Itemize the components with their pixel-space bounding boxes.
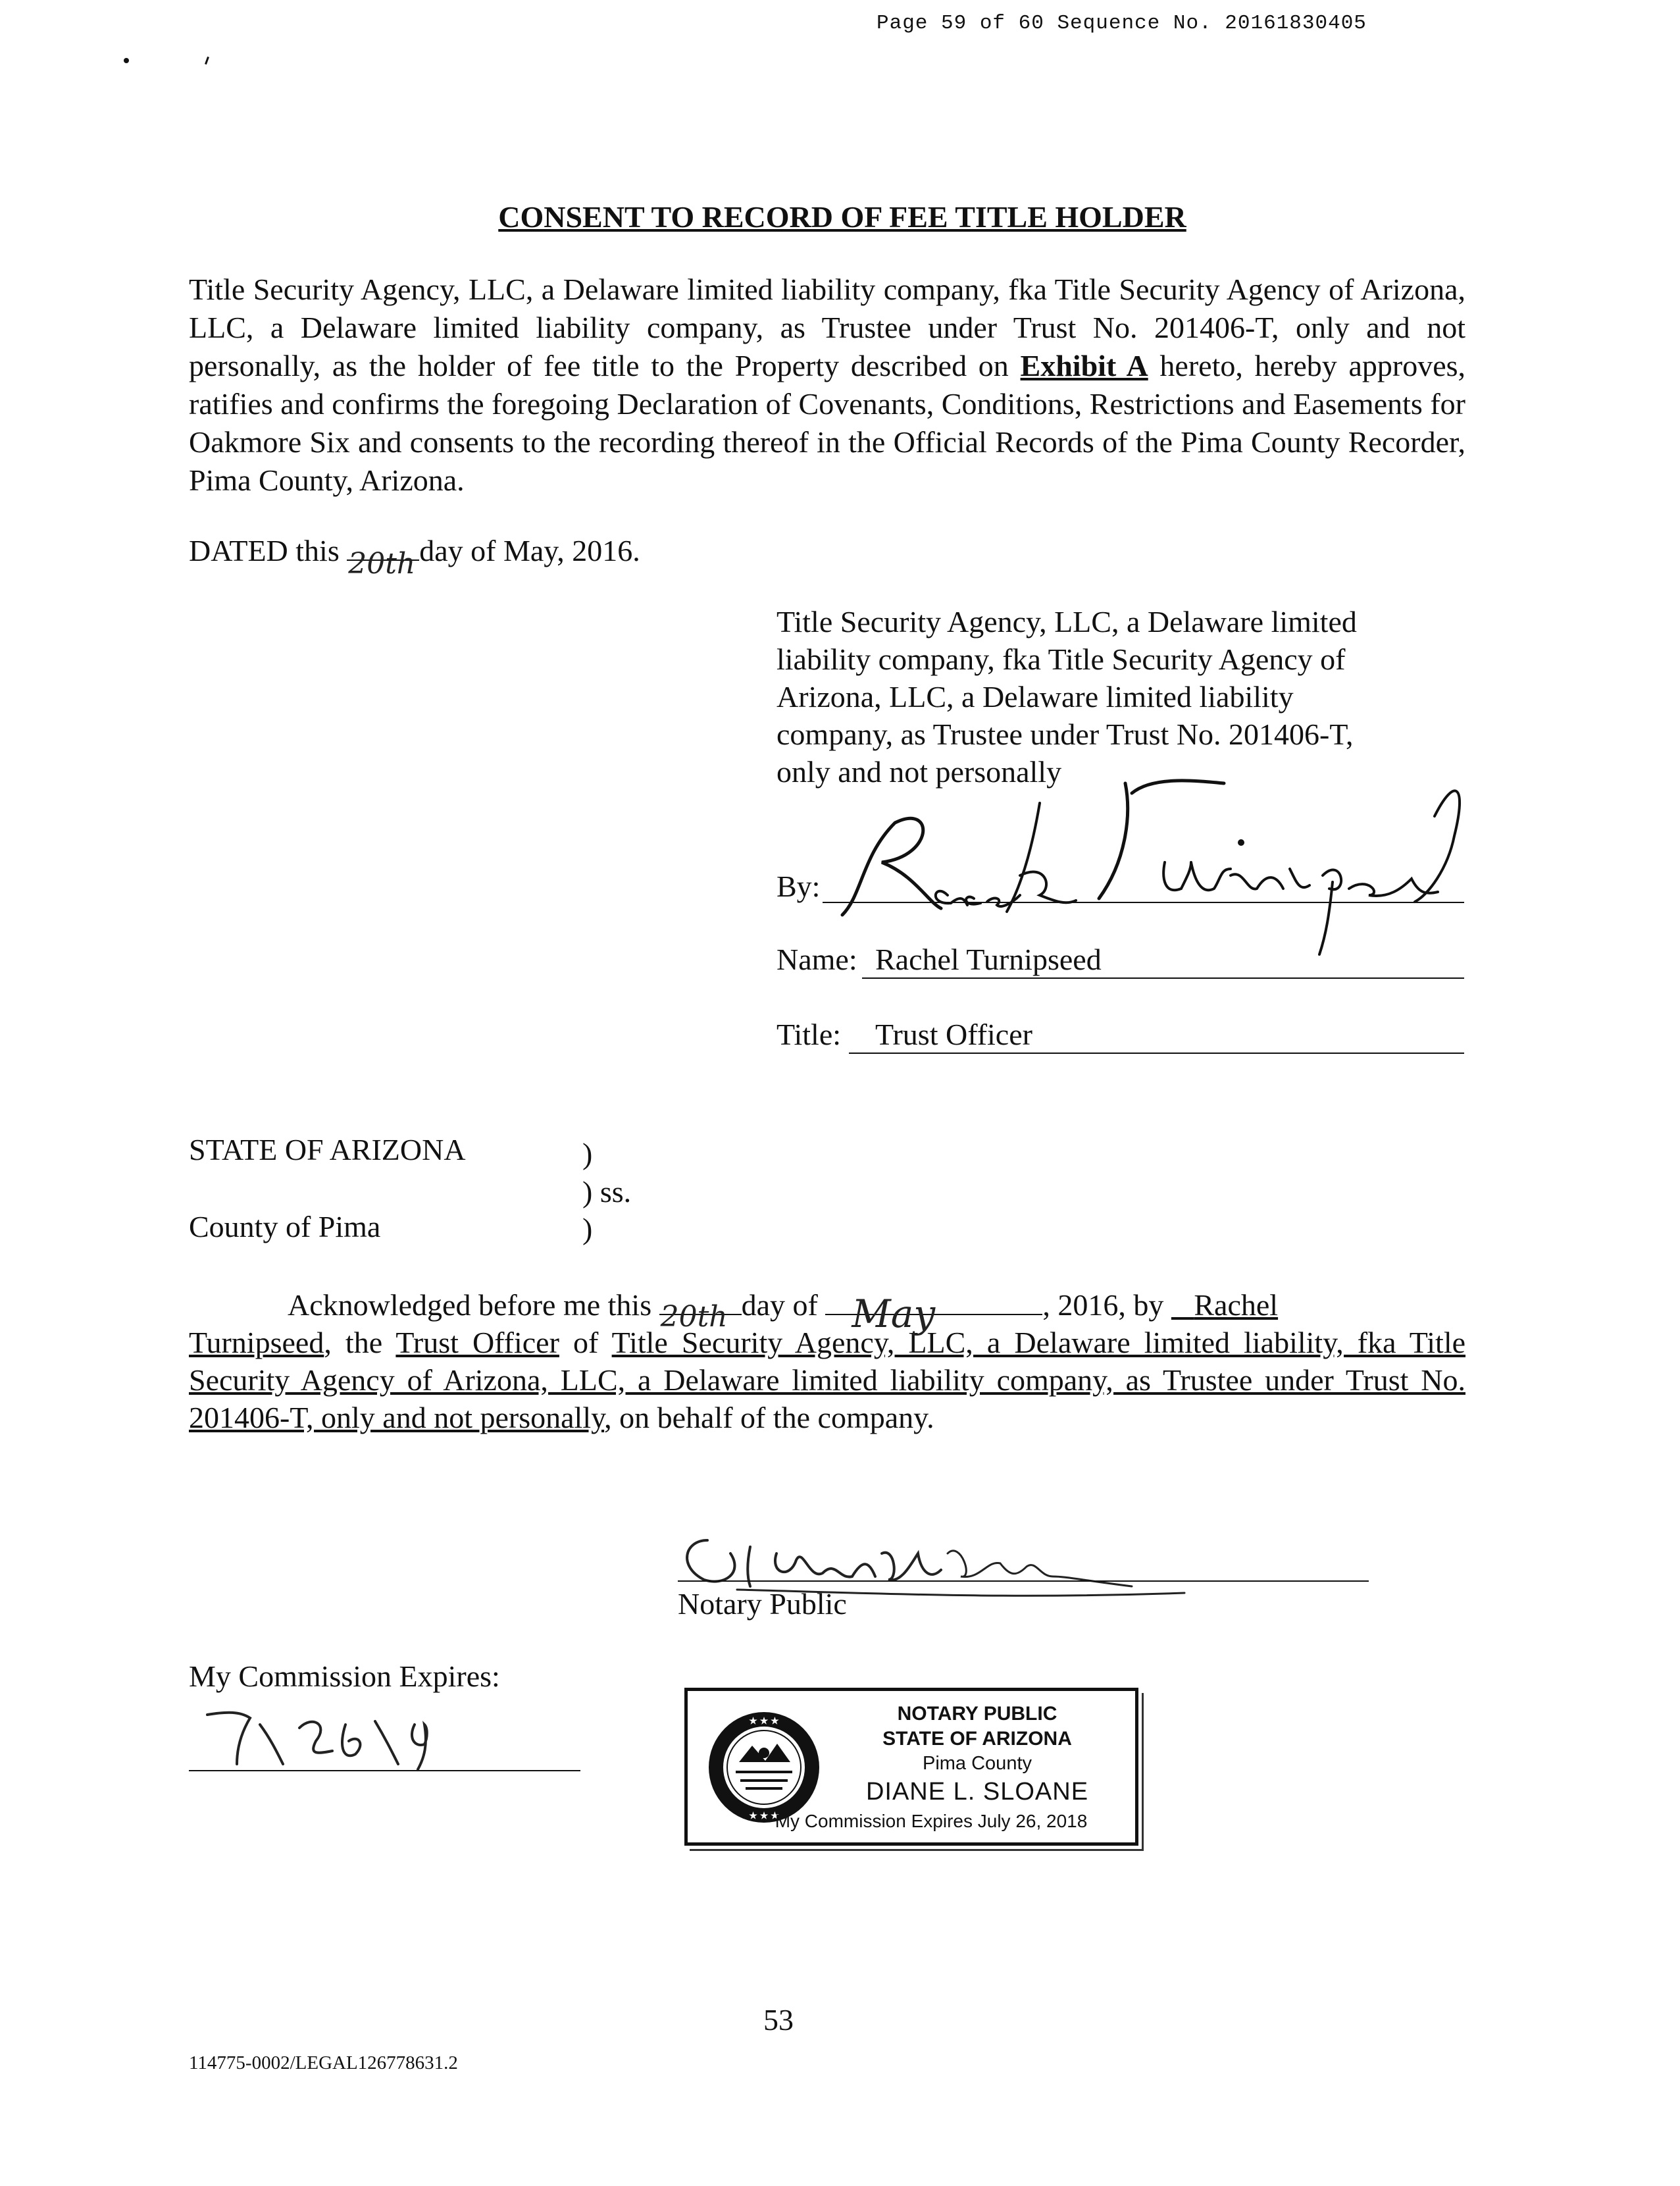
ack-name-first	[1171, 1288, 1278, 1322]
ack-of: of	[573, 1326, 599, 1359]
intro-paragraph	[189, 271, 1465, 500]
signatory-entity	[776, 603, 1487, 791]
notary-public-label: Notary Public	[678, 1587, 847, 1621]
stamp-line-4: DIANE L. SLOANE	[865, 1778, 1089, 1806]
ack-month-handwritten: May	[852, 1291, 936, 1336]
ack-the: , the	[324, 1326, 383, 1359]
ack-company: Title Security Agency, LLC, a Delaware limited liability, fka Title Security Agency of Arizona, LLC, a Delaware limited liability company, as Trustee under Trust No. 201406-T, only and not personally	[189, 1326, 1466, 1434]
dated-day-handwritten: 20th	[348, 547, 416, 581]
entity-line: company, as Trustee under Trust No. 201406-T,	[776, 717, 1354, 751]
stamp-line-1: NOTARY PUBLIC	[897, 1703, 1057, 1725]
entity-line: Arizona, LLC, a Delaware limited liability	[776, 680, 1294, 714]
ack-officer: Trust Officer	[395, 1326, 559, 1359]
venue-paren: )	[582, 1137, 593, 1170]
state-seal-icon	[706, 1709, 822, 1825]
name-value: Rachel Turnipseed	[875, 943, 1102, 976]
document-title: CONSENT TO RECORD OF FEE TITLE HOLDER	[498, 200, 1186, 234]
commission-date-handwritten	[201, 1698, 438, 1771]
stamp-line-2: STATE OF ARIZONA	[882, 1728, 1072, 1750]
venue-state: STATE OF ARIZONA	[189, 1133, 466, 1166]
entity-line: Title Security Agency, LLC, a Delaware limited	[776, 605, 1357, 638]
ack-name-last: Turnipseed	[189, 1326, 324, 1359]
ack-day-of: day of	[741, 1288, 818, 1322]
ack-prefix: Acknowledged before me this	[288, 1288, 652, 1322]
name-label: Name:	[776, 943, 857, 976]
ack-day-handwritten: 20th	[660, 1300, 728, 1334]
scan-mark	[205, 57, 209, 65]
stamp-line-3: Pima County	[922, 1753, 1032, 1774]
venue-ss: ) ss.	[582, 1175, 632, 1209]
dated-line	[189, 532, 640, 581]
document-id: 114775-0002/LEGAL126778631.2	[189, 2052, 458, 2073]
intro-text-part2: hereto, hereby approves, ratifies and confirms the foregoing Declaration of Covenants, Conditions, Restrictions and Easements for Oakmore Six and consents to the recording thereof in the Official Records of the Pima County Recorder, Pima County, Arizona.	[189, 349, 1466, 497]
stamp-line-5: My Commission Expires July 26, 2018	[775, 1811, 1088, 1831]
svg-text:★ ★ ★: ★ ★ ★	[749, 1715, 779, 1726]
venue-paren: )	[582, 1212, 593, 1245]
ack-year-by: , 2016, by	[1042, 1288, 1164, 1322]
title-value: Trust Officer	[875, 1018, 1032, 1051]
ack-line-1	[189, 1286, 1465, 1336]
ack-body	[189, 1324, 1465, 1436]
page-number: 53	[763, 2003, 794, 2037]
notary-signature-line	[678, 1580, 1369, 1582]
ack-day-blank	[659, 1300, 742, 1334]
venue-county: County of Pima	[189, 1210, 381, 1243]
ack-name-first-text: Rachel	[1194, 1288, 1279, 1322]
title-label: Title:	[776, 1018, 842, 1051]
entity-line: liability company, fka Title Security Agency of	[776, 642, 1346, 676]
entity-line: only and not personally	[776, 755, 1062, 789]
acknowledgment-paragraph	[189, 1286, 1465, 1436]
page-header: Page 59 of 60 Sequence No. 20161830405	[877, 12, 1367, 35]
trustee-signature	[823, 764, 1467, 961]
svg-text:★ ★ ★: ★ ★ ★	[749, 1810, 779, 1821]
dated-suffix: day of May, 2016.	[419, 534, 640, 567]
by-label: By:	[776, 870, 821, 903]
ack-month-blank	[825, 1291, 1042, 1336]
scan-mark	[124, 58, 129, 63]
intro-text-part1: Title Security Agency, LLC, a Delaware limited liability company, fka Title Security Agency of Arizona, LLC, a Delaware limited liability company, as Trustee under Trust No. 201406-T, only and not personally, as the holder of fee title to the Property described on	[189, 273, 1465, 382]
notary-stamp	[684, 1688, 1138, 1846]
exhibit-reference: Exhibit A	[1020, 349, 1148, 382]
dated-prefix: DATED this	[189, 534, 340, 567]
commission-label: My Commission Expires:	[189, 1659, 500, 1693]
dated-day-blank	[347, 547, 419, 581]
ack-suffix: , on behalf of the company.	[604, 1401, 934, 1434]
